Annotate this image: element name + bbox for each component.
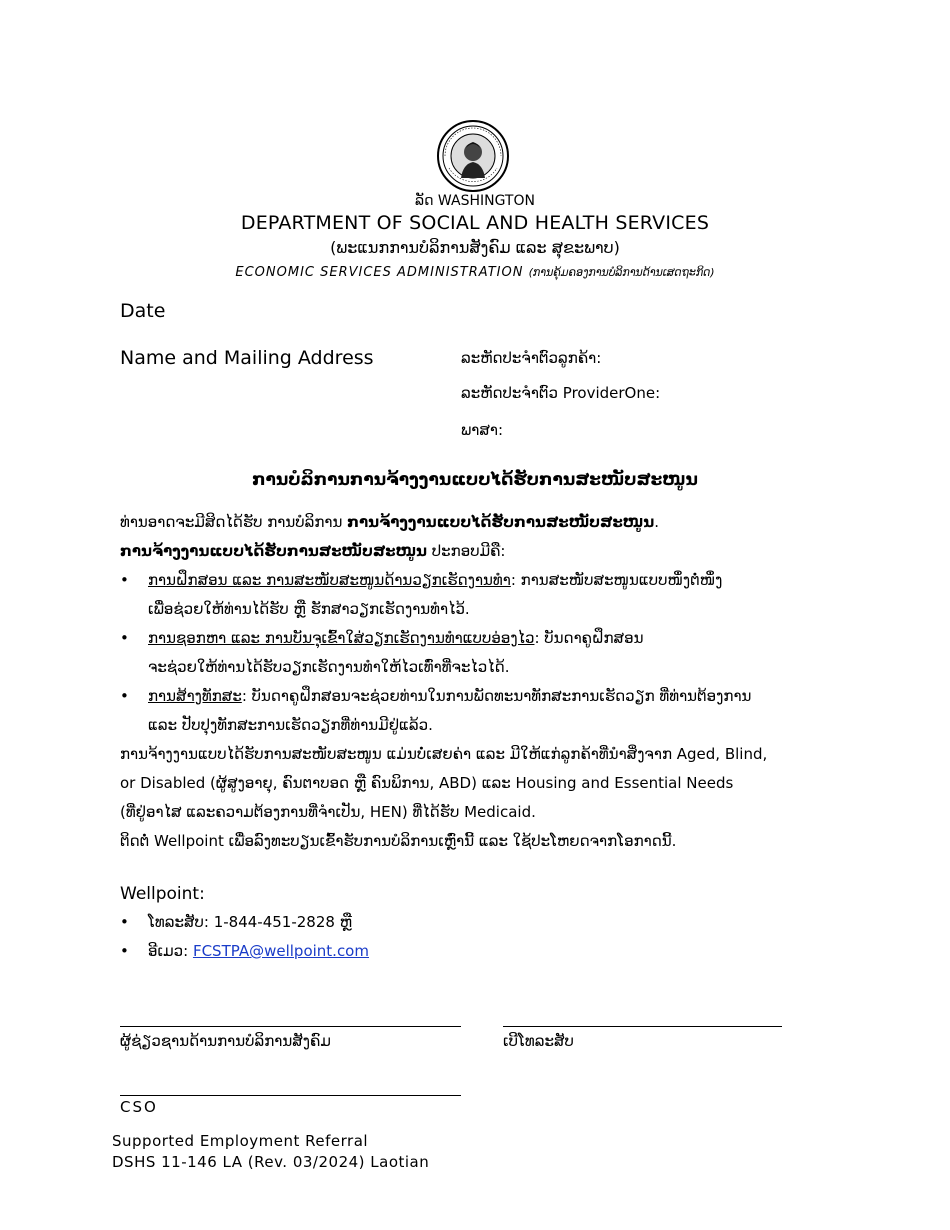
cso-signature-line — [120, 1095, 461, 1096]
state-name: ລັດ WASHINGTON — [415, 193, 535, 209]
document-title: ການບໍລິການການຈ້າງງານແບບໄດ້ຮັບການສະໜັບສະໜູນ — [252, 470, 698, 490]
client-id-label: ລະຫັດປະຈຳຕົວລູກຄ້າ: — [461, 349, 602, 367]
phone-label: ເບີໂທລະສັບ — [503, 1032, 574, 1050]
bullet-icon: • — [120, 571, 129, 589]
email-item: • ອີເມວ: FCSTPA@wellpoint.com — [120, 937, 369, 966]
body-text — [120, 508, 830, 856]
worker-signature-line — [120, 1026, 461, 1027]
department-name: DEPARTMENT OF SOCIAL AND HEALTH SERVICES — [240, 212, 710, 234]
date-label: Date — [120, 300, 166, 322]
form-number: DSHS 11-146 LA (Rev. 03/2024) Laotian — [112, 1153, 430, 1171]
address-label: Name and Mailing Address — [120, 347, 374, 369]
bullet-icon: • — [120, 942, 129, 960]
services-intro: ການຈ້າງງານແບບໄດ້ຮັບການສະໜັບສະໜູນ ປະກອບມີຄື: — [120, 542, 506, 560]
provider-id-label: ລະຫັດປະຈຳຕົວ ProviderOne: — [461, 384, 661, 402]
contact-paragraph: ຕິດຕໍ່ Wellpoint ເພື່ອລົງທະບຽນເຂົ້າຮັບການບໍລິການເຫຼົ່ານີ້ ແລະ ໃຊ້ປະໂຫຍດຈາກໂອກາດນີ້. — [120, 832, 677, 850]
contact-title: Wellpoint: — [120, 884, 205, 904]
phone-number: 1-844-451-2828 — [213, 913, 335, 931]
contact-list — [120, 908, 369, 966]
form-name: Supported Employment Referral — [112, 1132, 369, 1150]
phone-item: • ໂທລະສັບ: 1-844-451-2828 ຫຼື — [120, 908, 369, 937]
list-item: • ການຊອກຫາ ແລະ ການບັນຈຸເຂົ້າໃສ່ວຽກເຮັດງານທຳແບບອ່ອງໄວ: ບັນດາຄູຝຶກສອນ ຈະຊ່ວຍໃຫ້ທ່ານໄດ້ຮັບວຽກເຮັດງານທຳໃຫ້ໄວເທົ່າທີ່ຈະໄວໄດ້. — [120, 624, 830, 682]
department-name-lao: (ພະແນກການບໍລິການສັງຄົມ ແລະ ສຸຂະພາບ) — [330, 238, 620, 257]
phone-signature-line — [503, 1026, 782, 1027]
eligibility-paragraph: ທ່ານອາດຈະມີສິດໄດ້ຮັບ ການບໍລິການ ການຈ້າງງານແບບໄດ້ຮັບການສະໜັບສະໜູນ. — [120, 513, 659, 531]
services-list — [120, 566, 830, 740]
bullet-icon: • — [120, 629, 129, 647]
email-link[interactable]: FCSTPA@wellpoint.com — [192, 942, 369, 960]
administration-name — [0, 265, 950, 280]
administration-lao: (ການຄຸ້ມຄອງການບໍລິການດ້ານເສດຖະກິດ) — [528, 266, 715, 279]
list-item: • ການສ້າງທັກສະ: ບັນດາຄູຝຶກສອນຈະຊ່ວຍທ່ານໃນການພັດທະນາທັກສະການເຮັດວຽກ ທີ່ທ່ານຕ້ອງການ ແລະ ປັບປຸງທັກສະການເຮັດວຽກທີ່ທ່ານມີຢູ່ແລ້ວ. — [120, 682, 830, 740]
administration-en: ECONOMIC SERVICES ADMINISTRATION — [235, 265, 524, 280]
bullet-icon: • — [120, 913, 129, 931]
list-item: • ການຝຶກສອນ ແລະ ການສະໜັບສະໜູນດ້ານວຽກເຮັດງານທຳ: ການສະໜັບສະໜູນແບບໜຶ່ງຕໍ່ໜຶ່ງ ເພື່ອຊ່ວຍໃຫ້ທ່ານໄດ້ຮັບ ຫຼື ຮັກສາວຽກເຮັດງານທຳໄວ້. — [120, 566, 830, 624]
cso-label: CSO — [120, 1098, 158, 1116]
availability-paragraph: ການຈ້າງງານແບບໄດ້ຮັບການສະໜັບສະໜູນ ແມ່ນບໍ່ເສຍຄ່າ ແລະ ມີໃຫ້ແກ່ລູກຄ້າທີ່ນຳສິ່ງຈາກ Aged, Blind, or Disabled (ຜູ້ສູງອາຍຸ, ຄົນຕາບອດ ຫຼື ຄົນພິການ, ABD) ແລະ Housing and Essential Needs (ທີ່ຢູ່ອາໄສ ແລະຄວາມຕ້ອງການທີ່ຈຳເປັນ, HEN) ທີ່ໄດ້ຮັບ Medicaid. — [120, 745, 768, 821]
worker-label: ຜູ້ຊ່ຽວຊານດ້ານການບໍລິການສັງຄົມ — [120, 1032, 331, 1050]
washington-state-seal — [437, 120, 509, 192]
language-label: ພາສາ: — [461, 421, 504, 439]
bullet-icon: • — [120, 687, 129, 705]
